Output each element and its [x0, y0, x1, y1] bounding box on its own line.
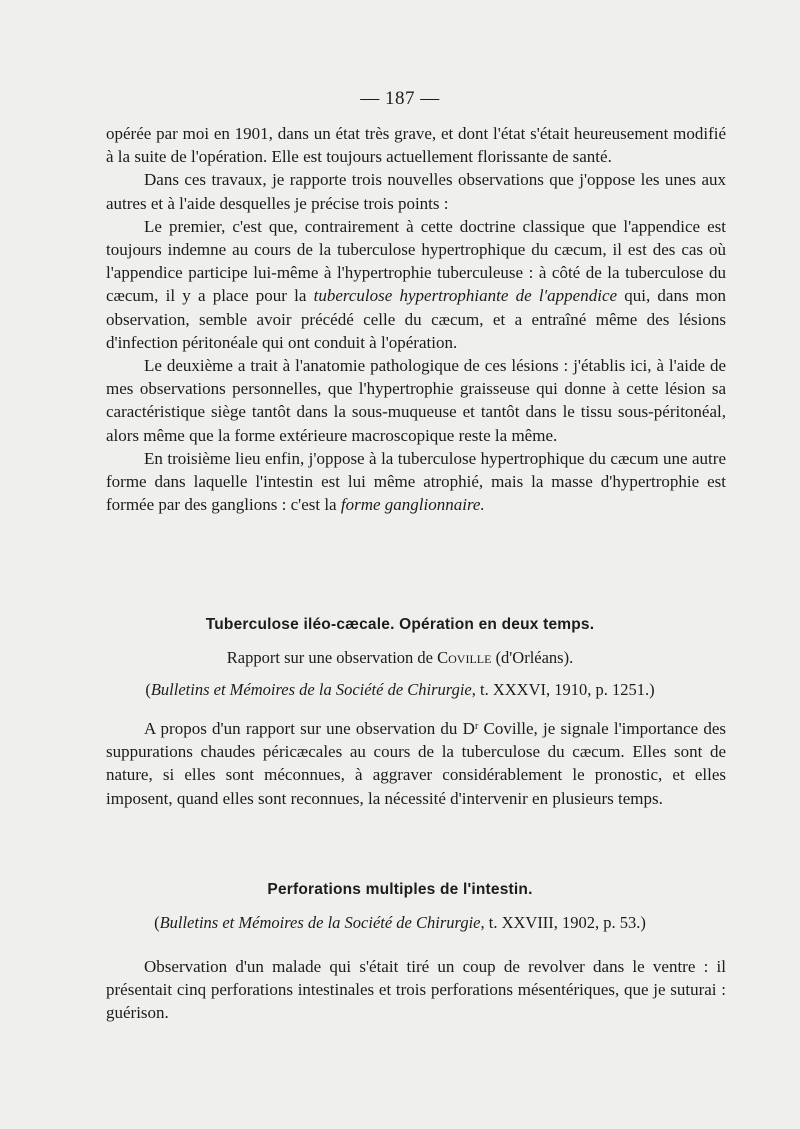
section-title-tuberculose: Tuberculose iléo-cæcale. Opération en deux temps. [205, 616, 595, 633]
citation-reference: , t. XXXVI, 1910, p. 1251.) [471, 680, 655, 699]
third-point-text: En troisième lieu enfin, j'oppose à la tuberculose hypertrophique du cæcum une autre forme dans laquelle l'intestin est lui même atrophié, mais la masse d'hypertrophie est formée par des ganglions : c'est la [106, 448, 726, 515]
paragraph-third-point [106, 447, 726, 517]
third-point-emphasis: forme ganglionnaire. [340, 495, 485, 515]
first-point-text-end: qui, dans mon observation, semble avoir précédé celle du cæcum, et a entraîné même des lésions d'infection péritonéale qui ont conduit à l'opération. [106, 286, 727, 352]
paragraph-works: Dans ces travaux, je rapporte trois nouvelles observations que j'oppose les unes aux autres et à l'aide desquelles je précise trois points : [106, 170, 726, 213]
intro-section [106, 122, 726, 516]
page-number: — 187 — [360, 88, 440, 109]
section-subtitle-rapport [0, 648, 800, 668]
citation-journal: Bulletins et Mémoires de la Société de Chirurgie [159, 913, 481, 932]
section2-body [106, 955, 726, 1025]
paragraph-second-point: Le deuxième a trait à l'anatomie pathologique de ces lésions : j'établis ici, à l'aide de mes observations personnelles, que l'hypertrophie graisseuse qui donne à cette lésion sa caractéristique siège tantôt dans la sous-muqueuse et tantôt dans le tissu sous-péritonéal, alors même que la forme extérieure macroscopique reste la même. [106, 356, 726, 445]
coville-text: A propos d'un rapport sur une observation du D [144, 719, 475, 738]
first-point-emphasis: tuberculose hypertrophiante de l'appendice [313, 286, 618, 306]
subtitle-text: Rapport sur une observation de [226, 648, 438, 667]
citation-bulletins-1910 [0, 680, 800, 700]
citation-open: ( [145, 680, 151, 699]
first-point-text: Le premier, c'est que, contrairement à cette doctrine classique que l'appendice est toujours indemne au cours de la tuberculose hypertrophique du cæcum, il est des cas où l'appendice participe lui-même à l'hypertrophie tuberculeuse : à côté de la tuberculose du cæcum, il y a place pour la [106, 216, 726, 306]
coville-text-end: Coville, je signale l'importance des suppurations chaudes péricæcales au cours de la tuberculose du cæcum. Elles sont de nature, si elles sont méconnues, à aggraver considérablement le pronostic, et elles imposent, quand elles sont reconnues, la nécessité d'intervenir en plusieurs temps. [106, 719, 727, 808]
section1-body [106, 717, 726, 810]
paragraph-coville-report [106, 717, 726, 810]
paragraph-revolver-case: Observation d'un malade qui s'était tiré un coup de revolver dans le ventre : il présentait cinq perforations intestinales et trois perforations mésentériques, que je suturai : guérison. [106, 957, 726, 1023]
paragraph-first-point [106, 215, 726, 354]
section-title-perforations: Perforations multiples de l'intestin. [267, 881, 533, 898]
subtitle-location: (d'Orléans). [491, 648, 574, 667]
subtitle-author-name: Coville [437, 648, 492, 667]
citation-journal: Bulletins et Mémoires de la Société de Chirurgie [150, 680, 472, 699]
doctor-abbrev-superscript: r [474, 721, 479, 732]
citation-reference: , t. XXVIII, 1902, p. 53.) [480, 913, 646, 932]
citation-open: ( [154, 913, 160, 932]
paragraph-continuation: opérée par moi en 1901, dans un état très grave, et dont l'état s'était heureusement modifié à la suite de l'opération. Elle est toujours actuellement florissante de santé. [106, 124, 726, 167]
citation-bulletins-1902 [0, 913, 800, 933]
